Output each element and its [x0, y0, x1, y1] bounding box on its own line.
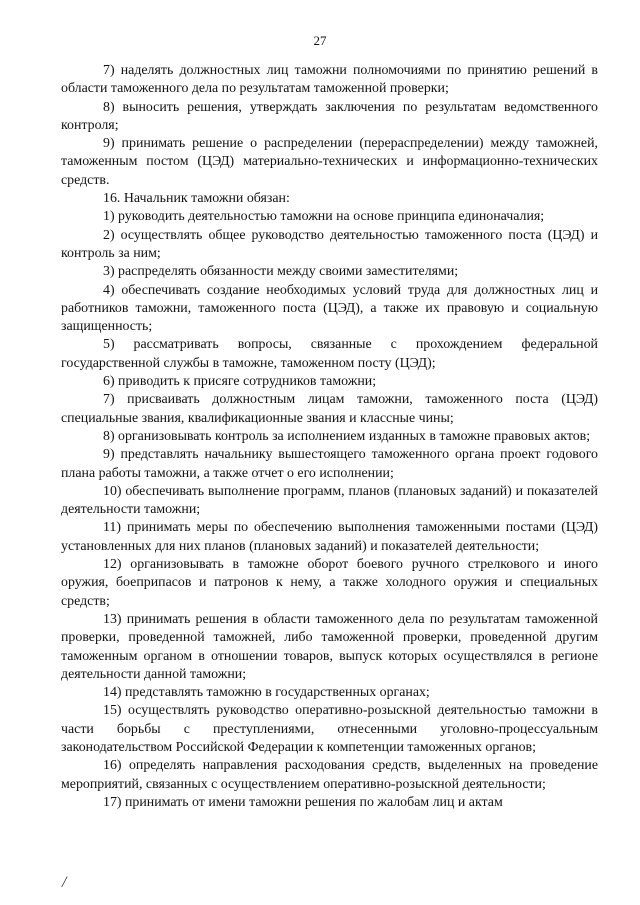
pen-mark: / [62, 874, 67, 891]
paragraph: 4) обеспечивать создание необходимых условий труда для должностных лиц и работников таможни, таможенного поста (ЦЭД), а также их правовую и социальную защищенность; [61, 282, 598, 335]
paragraph: 2) осуществлять общее руководство деятельностью таможенного поста (ЦЭД) и контроль за ним; [61, 227, 598, 261]
paragraph: 14) представлять таможню в государственных органах; [103, 685, 430, 701]
paragraph: 3) распределять обязанности между своими заместителями; [103, 264, 459, 280]
paragraph: 1) руководить деятельностью таможни на основе принципа единоначалия; [103, 209, 545, 225]
paragraph: 12) организовывать в таможне оборот боевого ручного стрелкового и иного оружия, боеприпасов и патронов к нему, а также холодного оружия и специальных средств; [61, 557, 598, 609]
paragraph: 6) приводить к присяге сотрудников таможни; [103, 374, 377, 390]
paragraph: 17) принимать от имени таможни решения по жалобам лиц и актам [103, 794, 503, 810]
section-heading: 16. Начальник таможни обязан: [103, 191, 290, 207]
paragraph: 8) выносить решения, утверждать заключения по результатам ведомственного контроля; [61, 99, 598, 133]
paragraph: 9) представлять начальнику вышестоящего таможенного органа проект годового плана работы таможни, а также отчет о его исполнении; [61, 447, 598, 481]
document-body [61, 62, 598, 812]
paragraph: 15) осуществлять руководство оперативно-розыскной деятельностью таможни в части борьбы с преступлениями, отнесенными уголовно-процессуальным законодательством Российской Федерации к компетенции таможенных органов; [61, 703, 598, 755]
paragraph: 9) принимать решение о распределении (перераспределении) между таможней, таможенным постом (ЦЭД) материально-технических и информационно-технических средств. [61, 136, 598, 188]
page-number: 27 [313, 33, 327, 48]
paragraph: 11) принимать меры по обеспечению выполнения таможенными постами (ЦЭД) установленных для них планов (плановых заданий) и показателей деятельности; [61, 520, 598, 554]
paragraph: 13) принимать решения в области таможенного дела по результатам таможенной проверки, проведенной таможней, либо таможенной проверки, проведенной другим таможенным органом в отношении товаров, выпуск которых осуществлялся в регионе деятельности данной таможни; [61, 611, 598, 682]
paragraph: 8) организовывать контроль за исполнением изданных в таможне правовых актов; [103, 428, 591, 444]
paragraph: 7) присваивать должностным лицам таможни, таможенного поста (ЦЭД) специальные звания, квалификационные звания и классные чины; [61, 392, 598, 426]
paragraph: 5) рассматривать вопросы, связанные с прохождением федеральной государственной службы в таможне, таможенном посту (ЦЭД); [61, 337, 598, 371]
paragraph: 7) наделять должностных лиц таможни полномочиями по принятию решений в области таможенного дела по результатам таможенной проверки; [61, 63, 598, 97]
paragraph: 10) обеспечивать выполнение программ, планов (плановых заданий) и показателей деятельности таможни; [61, 483, 598, 518]
paragraph: 16) определять направления расходования средств, выделенных на проведение мероприятий, связанных с осуществлением оперативно-розыскной деятельности; [61, 758, 598, 792]
